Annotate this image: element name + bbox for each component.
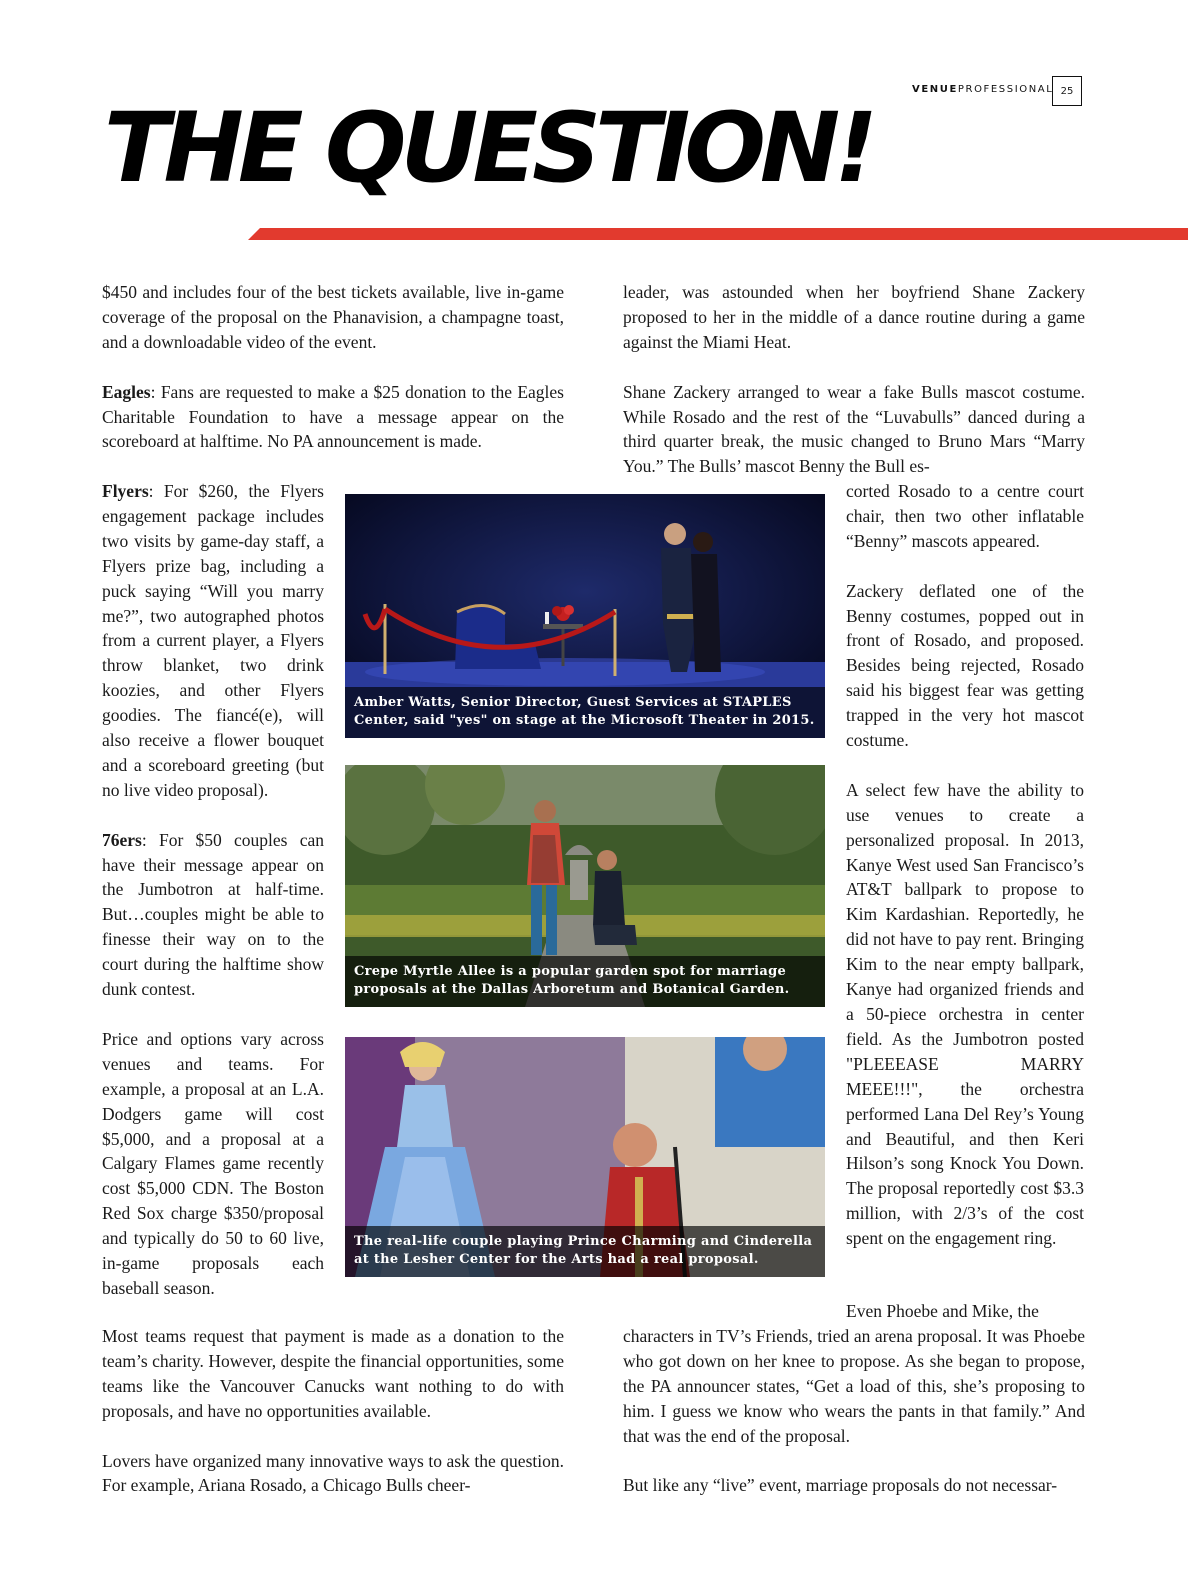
photo-stage-proposal <box>345 494 825 738</box>
phoebe-paragraph: characters in TV’s Friends, tried an arena proposal. It was Phoebe who got down on her knee to propose. As she began to propose, the PA announcer states, “Get a load of this, she’s proposing to him. I guess we know who wears the pants in that family.” And that was the end of the proposal. <box>623 1326 1085 1446</box>
headline: THE QUESTION! <box>104 92 873 204</box>
eagles-text: : Fans are requested to make a $25 donation to the Eagles Charitable Foundation to have a message appear on the scoreboard at halftime. No PA announcement is made. <box>102 381 564 452</box>
leader-paragraph: leader, was astounded when her boyfriend Shane Zackery proposed to her in the middle of a dance routine during a game against the Miami Heat. <box>623 282 1085 352</box>
left-column-top <box>102 280 564 454</box>
zackery-paragraph: Zackery deflated one of the Benny costumes, popped out in front of Rosado, and proposed. Besides being rejected, Rosado said his biggest fear was getting trapped in the very hot mascot costume. <box>846 580 1084 751</box>
live-paragraph: But like any “live” event, marriage proposals do not necessar- <box>623 1475 1058 1496</box>
masthead-brand-bold: VENUE <box>912 84 958 95</box>
price-paragraph: Price and options vary across venues and teams. For example, a proposal at an L.A. Dodgers game will cost $5,000, and a proposal at a Calgary Flames game recently cost $5,000 CDN. The Boston Red Sox charge $350/proposal and typically do 50 to 60 live, in-game proposals each baseball season. <box>102 1028 324 1298</box>
photo-caption: The real-life couple playing Prince Charming and Cinderella at the Lesher Center for the Arts had a real proposal. <box>345 1226 825 1277</box>
phoebe-start: Even Phoebe and Mike, the <box>846 1301 1039 1321</box>
right-column-top <box>623 280 1085 479</box>
red-accent-bar <box>248 228 1188 240</box>
right-column-narrow <box>846 479 1084 1251</box>
lovers-paragraph: Lovers have organized many innovative ways to ask the question. For example, Ariana Rosado, a Chicago Bulls cheer- <box>102 1450 564 1496</box>
masthead <box>912 84 1053 95</box>
sixers-label: 76ers <box>102 829 142 850</box>
charity-paragraph: Most teams request that payment is made as a donation to the team’s charity. However, despite the financial opportunities, some teams like the Vancouver Canucks want nothing to do with proposals, and have no opportunities available. <box>102 1326 564 1421</box>
page-number: 25 <box>1052 76 1082 106</box>
photo-cinderella-proposal <box>345 1037 825 1277</box>
shane-paragraph: Shane Zackery arranged to wear a fake Bulls mascot costume. While Rosado and the rest of the “Luvabulls” danced during a third quarter break, the music changed to Bruno Mars “Marry You.” The Bulls’ mascot Benny the Bull es- <box>623 381 1085 477</box>
eagles-paragraph <box>102 380 564 455</box>
kanye-paragraph: A select few have the ability to use venues to create a personalized proposal. In 2013, Kanye West used San Francisco’s AT&T ballpark to propose to Kim Kardashian. Reportedly, he did not have to pay rent. Bringing Kim to the near empty ballpark, Kanye had organized friends and a 50-piece orchestra in center field. As the Jumbotron posted "PLEEEASE MARRY MEEE!!!", the orchestra performed Lana Del Rey’s Young and Beautiful, and then Keri Hilson’s song Knock You Down. The proposal reportedly cost $3.3 million, with 2/3’s of the cost spent on the engagement ring. <box>846 779 1084 1249</box>
eagles-label: Eagles <box>102 381 151 402</box>
flyers-label: Flyers <box>102 481 149 501</box>
flyers-paragraph <box>102 479 324 803</box>
photo-caption: Crepe Myrtle Allee is a popular garden spot for marriage proposals at the Dallas Arboretum and Botanical Garden. <box>345 956 825 1007</box>
photo-caption: Amber Watts, Senior Director, Guest Services at STAPLES Center, said "yes" on stage at the Microsoft Theater in 2015. <box>345 687 825 738</box>
sixers-text: : For $50 couples can have their message appear on the Jumbotron at half-time. But…couples might be able to finesse their way on to the court during the halftime show dunk contest. <box>102 829 324 1000</box>
intro-paragraph: $450 and includes four of the best tickets available, live in-game coverage of the proposal on the Phanavision, a champagne toast, and a downloadable video of the event. <box>102 282 564 352</box>
left-column-narrow <box>102 479 324 1301</box>
right-column-bottom <box>623 1324 1085 1498</box>
masthead-brand-rest: PROFESSIONAL <box>957 84 1054 95</box>
photo-garden-proposal <box>345 765 825 1007</box>
sixers-paragraph <box>102 828 324 1002</box>
phoebe-start-line <box>846 1299 1084 1324</box>
flyers-text: : For $260, the Flyers engagement package includes two visits by game-day staff, a Flyers prize bag, including a puck saying “Will you marry me?”, two autographed photos from a current player, a Flyers throw blanket, two drink koozies, and other Flyers goodies. The fiancé(e), will also receive a flower bouquet and a scoreboard greeting (but no live video proposal). <box>102 481 324 800</box>
corted-paragraph: corted Rosado to a centre court chair, then two other inflatable “Benny” mascots appeared. <box>846 481 1084 551</box>
left-column-bottom <box>102 1324 564 1498</box>
